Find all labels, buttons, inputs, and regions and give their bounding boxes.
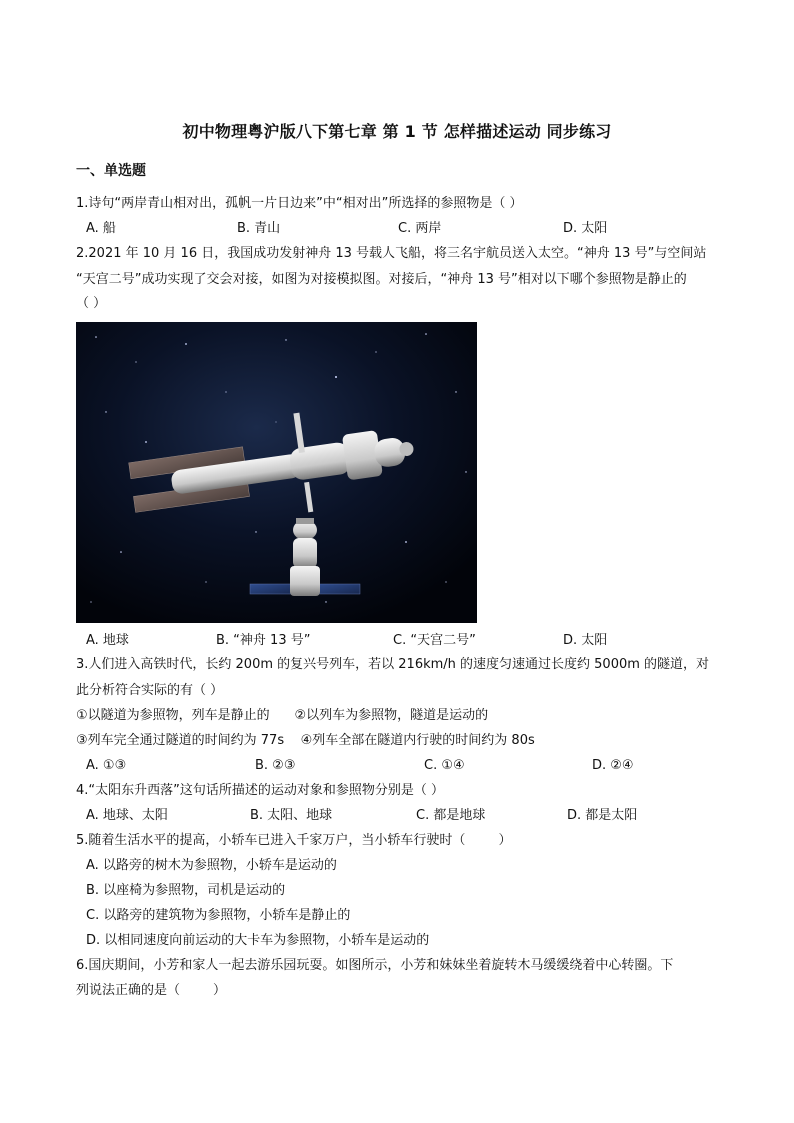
question-3-statements-line2: ③列车完全通过隧道的时间约为 77s ④列车全部在隧道内行驶的时间约为 80s xyxy=(76,733,535,748)
q2-option-c: C. “天宫二号” xyxy=(393,633,476,648)
q5-option-a: A. 以路旁的树木为参照物，小轿车是运动的 xyxy=(86,858,337,873)
q1-option-b: B. 青山 xyxy=(237,221,281,236)
q1-option-d: D. 太阳 xyxy=(563,221,608,236)
page-title: 初中物理粤沪版八下第七章 第 1 节 怎样描述运动 同步练习 xyxy=(182,122,612,141)
q3-option-b: B. ②③ xyxy=(255,758,296,773)
space-station-illustration xyxy=(76,322,477,623)
q5-option-b: B. 以座椅为参照物，司机是运动的 xyxy=(86,883,286,898)
q3-option-a: A. ①③ xyxy=(86,758,127,773)
q4-option-a: A. 地球、太阳 xyxy=(86,808,168,823)
space-station-docking-image xyxy=(76,322,477,623)
question-6-stem-line2: 列说法正确的是（ ） xyxy=(76,983,227,998)
q2-option-b: B. “神舟 13 号” xyxy=(216,633,311,648)
question-3-stem-line1: 3.人们进入高铁时代，长约 200m 的复兴号列车，若以 216km/h 的速度匀速通过长度约 5000m 的隧道，对 xyxy=(76,657,710,672)
section-heading: 一、单选题 xyxy=(76,163,146,179)
q4-option-c: C. 都是地球 xyxy=(416,808,486,823)
q4-option-d: D. 都是太阳 xyxy=(567,808,638,823)
q1-option-c: C. 两岸 xyxy=(398,221,442,236)
q2-option-d: D. 太阳 xyxy=(563,633,608,648)
question-2-stem-line1: 2.2021 年 10 月 16 日，我国成功发射神舟 13 号载人飞船，将三名宇航员送入太空。“神舟 13 号”与空间站 xyxy=(76,246,707,261)
question-3-statements-line1: ①以隧道为参照物，列车是静止的 ②以列车为参照物，隧道是运动的 xyxy=(76,708,489,723)
q3-option-c: C. ①④ xyxy=(424,758,465,773)
q1-option-a: A. 船 xyxy=(86,221,116,236)
question-4-stem: 4.“太阳东升西落”这句话所描述的运动对象和参照物分别是（ ） xyxy=(76,783,445,798)
question-1-stem: 1.诗句“两岸青山相对出，孤帆一片日边来”中“相对出”所选择的参照物是（ ） xyxy=(76,196,523,211)
question-6-stem-line1: 6.国庆期间，小芳和家人一起去游乐园玩耍。如图所示，小芳和妹妹坐着旋转木马缓缓绕着中心转圈。下 xyxy=(76,958,674,973)
q4-option-b: B. 太阳、地球 xyxy=(250,808,333,823)
question-2-stem-line2: “天宫二号”成功实现了交会对接，如图为对接模拟图。对接后，“神舟 13 号”相对以下哪个参照物是静止的 xyxy=(76,272,687,287)
q5-option-d: D. 以相同速度向前运动的大卡车为参照物，小轿车是运动的 xyxy=(86,933,430,948)
question-3-stem-line2: 此分析符合实际的有（ ） xyxy=(76,683,224,698)
q5-option-c: C. 以路旁的建筑物为参照物，小轿车是静止的 xyxy=(86,908,351,923)
question-2-stem-line3: （ ） xyxy=(76,296,107,311)
q2-option-a: A. 地球 xyxy=(86,633,129,648)
question-5-stem: 5.随着生活水平的提高，小轿车已进入千家万户，当小轿车行驶时（ ） xyxy=(76,833,512,848)
q3-option-d: D. ②④ xyxy=(592,758,634,773)
